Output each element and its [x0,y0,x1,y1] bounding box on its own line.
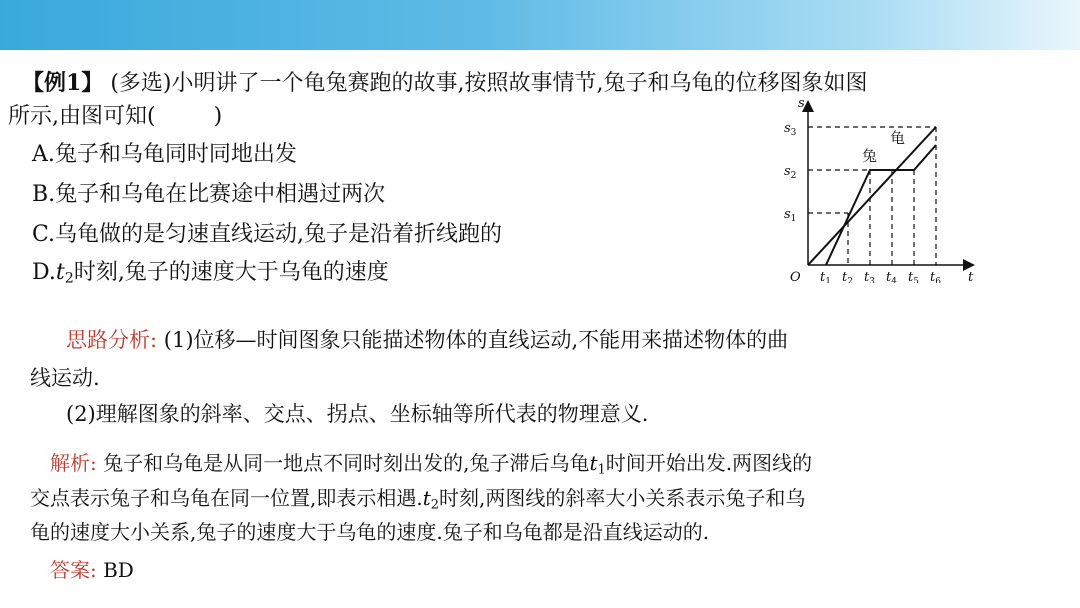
y-tick-s1: $s_1$ [784,207,797,224]
x-tick-t6: $t_6$ [930,270,941,283]
question-prefix: (多选) [110,71,172,96]
explanation-line-1: 解析: 兔子和乌龟是从同一地点不同时刻出发的,兔子滞后乌龟$t_1$时间开始出发.两图线的 [50,451,813,478]
explanation-line-3: 龟的速度大小关系,兔子的速度大于乌龟的速度.兔子和乌龟都是沿直线运动的. [30,520,710,544]
answer-label: 答案: [50,558,97,582]
option-a: A.兔子和乌龟同时同地出发 [32,142,297,167]
explanation-line-2: 交点表示兔子和乌龟在同一位置,即表示相遇$.t_2$时刻,两图线的斜率大小关系表示兔子和乌 [30,486,806,513]
analysis-line-2: 线运动. [30,366,100,390]
y-tick-s2: $s_2$ [784,164,797,181]
displacement-time-graph [772,95,982,283]
y-axis-label: s [798,96,805,111]
answer-line [50,560,134,580]
option-b: B.兔子和乌龟在比赛途中相遇过两次 [32,182,386,207]
question-text: 小明讲了一个龟兔赛跑的故事,按照故事情节,兔子和乌龟的位移图象如图 [171,71,868,96]
x-tick-t4: $t_4$ [886,270,897,283]
x-axis-label: t [968,270,974,283]
example-label: 【例1】 [22,70,104,96]
answer-value: BD [103,558,134,582]
origin-label: O [790,270,801,283]
question-line-1 [22,72,867,95]
analysis-label: 思路分析: [66,328,158,352]
explanation-label: 解析: [50,451,97,475]
x-tick-t5: $t_5$ [908,270,919,283]
x-tick-t1: $t_1$ [820,270,831,283]
header-banner [0,0,1080,50]
tortoise-label: 龟 [890,129,906,147]
rabbit-line [826,145,936,265]
rabbit-label: 兔 [862,147,878,165]
x-tick-t2: $t_2$ [842,270,853,283]
x-tick-t3: $t_3$ [864,270,875,283]
analysis-line-1: 思路分析: (1)位移—时间图象只能描述物体的直线运动,不能用来描述物体的曲 [66,328,789,352]
y-tick-s3: $s_3$ [784,121,797,138]
question-line-2: 所示,由图可知( ) [8,104,223,129]
option-d: $D.t_2$时刻,兔子的速度大于乌龟的速度 [32,260,389,287]
option-c: C.乌龟做的是匀速直线运动,兔子是沿着折线跑的 [32,222,503,247]
analysis-line-3: (2)理解图象的斜率、交点、拐点、坐标轴等所代表的物理意义. [66,402,649,426]
